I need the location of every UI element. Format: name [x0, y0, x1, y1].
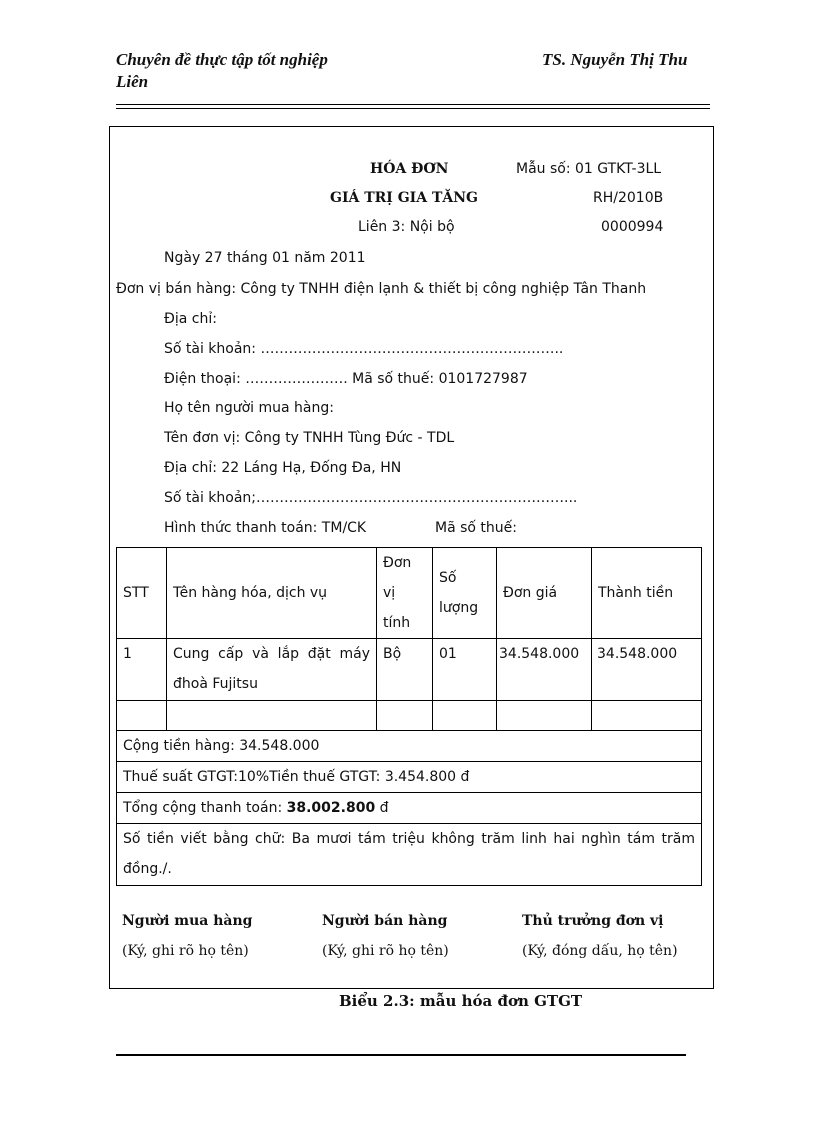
total-label: Tổng cộng thanh toán: — [123, 800, 287, 816]
table-row-empty — [117, 701, 702, 731]
table-row — [117, 639, 702, 701]
payment-method: Hình thức thanh toán: TM/CK — [164, 520, 367, 536]
col-header-amount: Thành tiền — [592, 548, 702, 639]
invoice-subtitle: GIÁ TRỊ GIA TĂNG — [330, 190, 478, 206]
seller-address: Địa chỉ: — [164, 311, 217, 327]
invoice-title: HÓA ĐƠN — [370, 161, 449, 177]
col-header-unit: Đơn vị tính — [377, 548, 433, 639]
signature-buyer-note: (Ký, ghi rõ họ tên) — [122, 943, 249, 959]
buyer-tax-code: Mã số thuế: — [435, 520, 517, 536]
seller-name: Đơn vị bán hàng: Công ty TNHH điện lạnh & thiết bị công nghiệp Tân Thanh — [116, 281, 647, 297]
header-rule-bottom — [116, 108, 710, 109]
items-table — [116, 547, 702, 886]
form-number: Mẫu số: 01 GTKT-3LL — [516, 161, 662, 177]
total-value: 38.002.800 — [286, 800, 376, 816]
buyer-unit: Tên đơn vị: Công ty TNHH Tùng Đức - TDL — [164, 430, 455, 446]
total-unit: đ — [375, 800, 389, 816]
in-words-row — [117, 824, 702, 886]
signature-buyer-title: Người mua hàng — [122, 913, 253, 929]
buyer-account: Số tài khoản;…………………………………………………………... — [164, 490, 578, 506]
header-rule-top — [116, 104, 710, 105]
col-header-stt: STT — [117, 548, 167, 639]
table-header-row — [117, 548, 702, 639]
signature-seller-title: Người bán hàng — [322, 913, 448, 929]
footer-rule — [116, 1054, 686, 1056]
signature-seller-note: (Ký, ghi rõ họ tên) — [322, 943, 449, 959]
subtotal-row — [117, 731, 702, 762]
col-header-name: Tên hàng hóa, dịch vụ — [167, 548, 377, 639]
invoice-series: RH/2010B — [593, 190, 664, 206]
col-header-qty: Số lượng — [433, 548, 497, 639]
buyer-name: Họ tên người mua hàng: — [164, 400, 334, 416]
header-right: TS. Nguyễn Thị Thu — [542, 50, 688, 69]
figure-caption: Biểu 2.3: mẫu hóa đơn GTGT — [339, 992, 583, 1010]
row-stt: 1 — [117, 639, 167, 701]
row-qty: 01 — [433, 639, 497, 701]
total-row — [117, 793, 702, 824]
invoice-date: Ngày 27 tháng 01 năm 2011 — [164, 250, 366, 266]
col-header-price: Đơn giá — [497, 548, 592, 639]
seller-phone-tax: Điện thoại: …………………. Mã số thuế: 0101727987 — [164, 371, 528, 387]
seller-account: Số tài khoản: ……………………………………………………….. — [164, 341, 564, 357]
invoice-number: 0000994 — [601, 219, 664, 235]
row-item-name: Cung cấp và lắp đặt máy đhoà Fujitsu — [167, 639, 377, 701]
row-unit: Bộ — [377, 639, 433, 701]
total-cell — [117, 793, 702, 824]
header-left-line2: Liên — [116, 72, 149, 91]
subtotal-cell: Cộng tiền hàng: 34.548.000 — [117, 731, 702, 762]
row-price: 34.548.000 — [497, 639, 592, 701]
signature-director-note: (Ký, đóng dấu, họ tên) — [522, 943, 678, 959]
vat-row — [117, 762, 702, 793]
in-words-cell: Số tiền viết bằng chữ: Ba mươi tám triệu không trăm linh hai nghìn tám trăm đồng./. — [117, 824, 702, 886]
signature-director-title: Thủ trưởng đơn vị — [522, 913, 664, 929]
vat-cell: Thuế suất GTGT:10%Tiền thuế GTGT: 3.454.800 đ — [117, 762, 702, 793]
buyer-address: Địa chỉ: 22 Láng Hạ, Đống Đa, HN — [164, 460, 402, 476]
invoice-copy: Liên 3: Nội bộ — [358, 219, 455, 235]
header-left-line1: Chuyên đề thực tập tốt nghiệp — [116, 50, 328, 69]
row-amount: 34.548.000 — [592, 639, 702, 701]
